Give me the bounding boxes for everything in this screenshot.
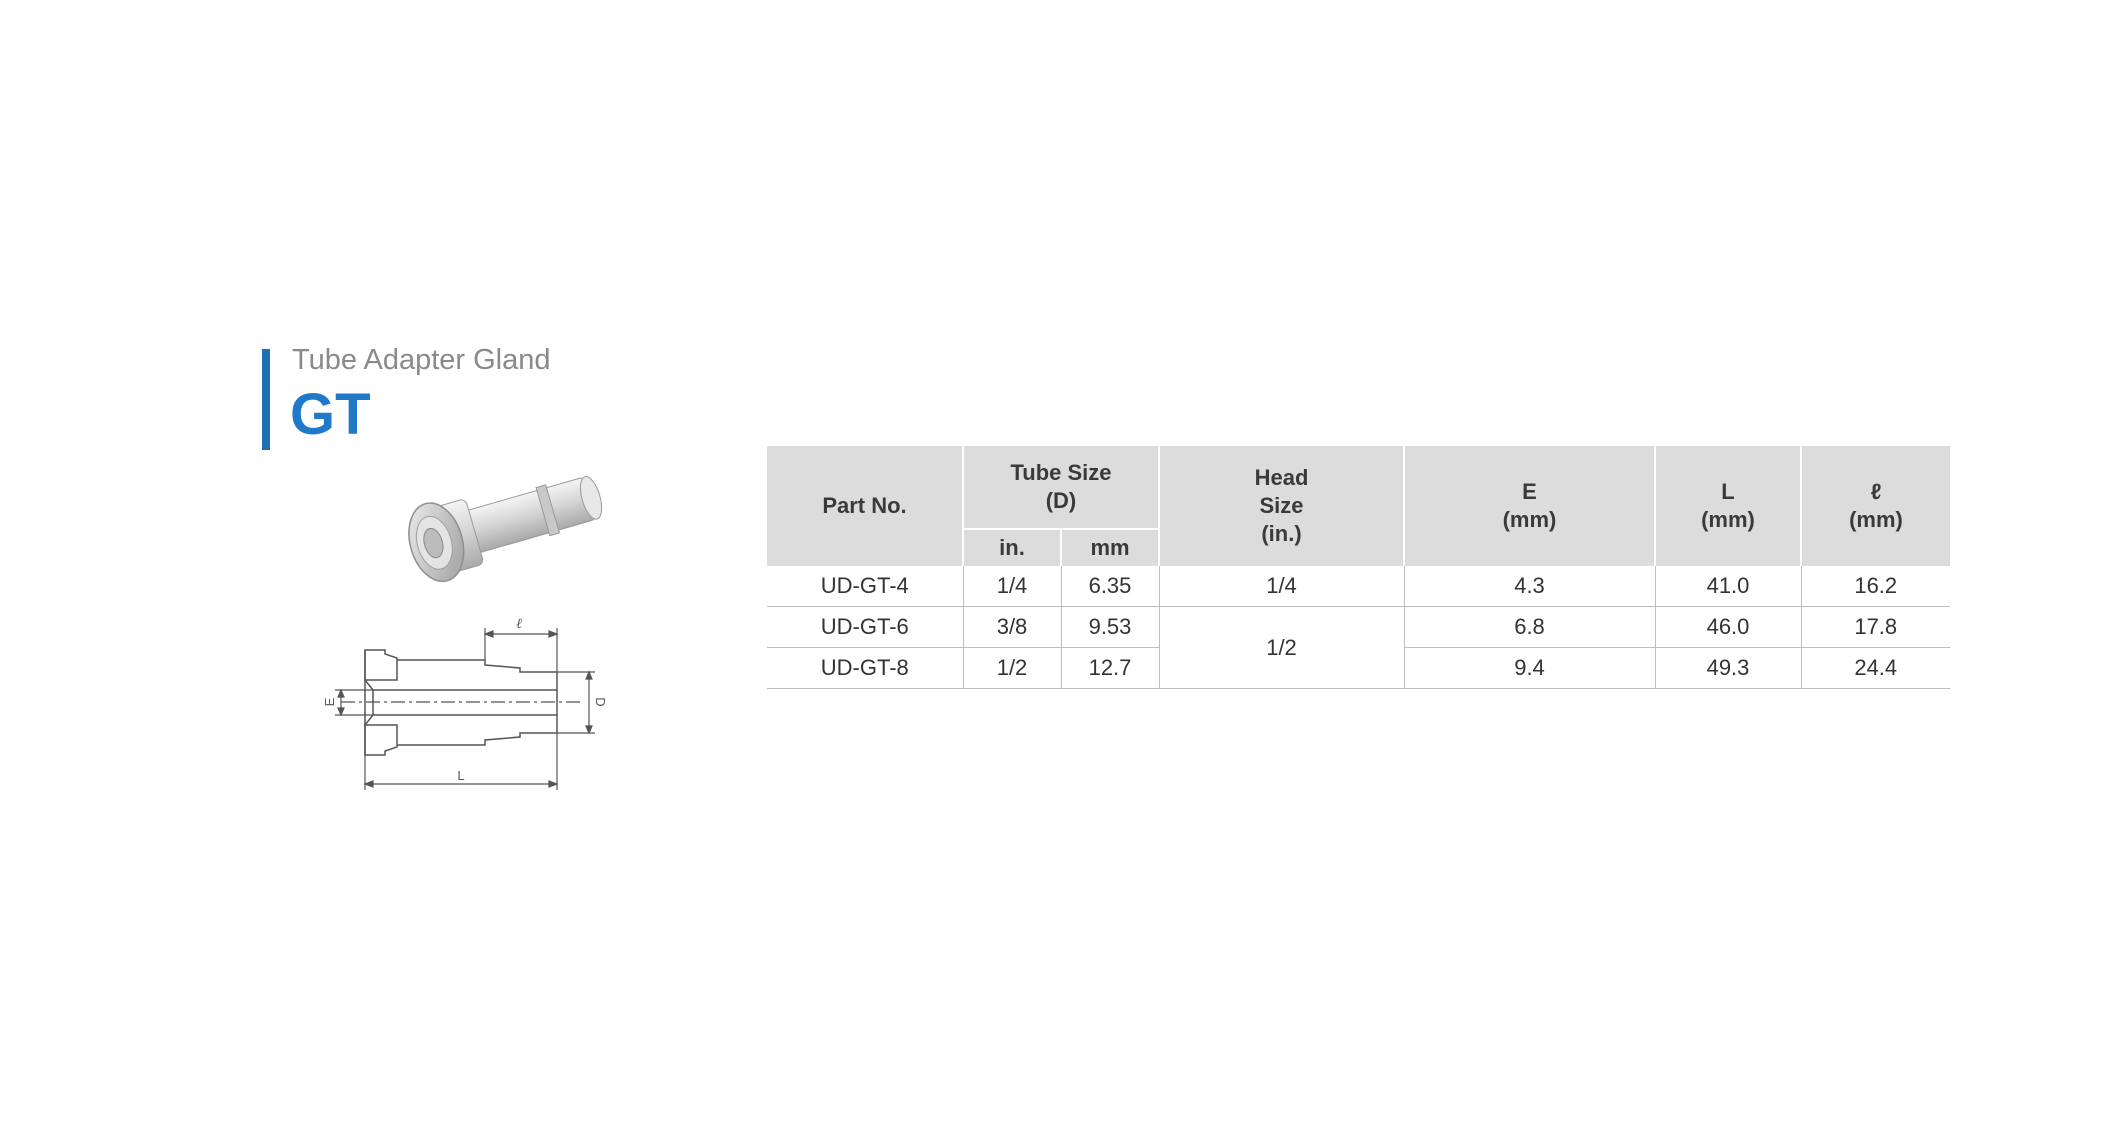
header-mm: mm xyxy=(1061,529,1159,566)
accent-bar xyxy=(262,349,270,450)
header-tube-size: Tube Size (D) xyxy=(963,446,1159,529)
cell-l: 49.3 xyxy=(1655,648,1801,689)
drawing-label-l-small: ℓ xyxy=(516,617,522,632)
cell-mm: 9.53 xyxy=(1061,607,1159,648)
cell-part-no: UD-GT-8 xyxy=(767,648,963,689)
cell-mm: 6.35 xyxy=(1061,566,1159,607)
technical-drawing xyxy=(305,610,685,800)
cell-part-no: UD-GT-4 xyxy=(767,566,963,607)
cell-part-no: UD-GT-6 xyxy=(767,607,963,648)
header-head-size: Head Size (in.) xyxy=(1159,446,1404,566)
cell-e: 4.3 xyxy=(1404,566,1655,607)
drawing-label-e: E xyxy=(322,697,337,707)
cell-head-size: 1/4 xyxy=(1159,566,1404,607)
drawing-label-d: D xyxy=(593,697,608,707)
header-l: L (mm) xyxy=(1655,446,1801,566)
cell-mm: 12.7 xyxy=(1061,648,1159,689)
cell-l-small: 16.2 xyxy=(1801,566,1950,607)
cell-l-small: 17.8 xyxy=(1801,607,1950,648)
header-in: in. xyxy=(963,529,1061,566)
cell-l-small: 24.4 xyxy=(1801,648,1950,689)
cell-l: 41.0 xyxy=(1655,566,1801,607)
header-l-small: ℓ (mm) xyxy=(1801,446,1950,566)
drawing-label-l: L xyxy=(457,768,465,783)
header-part-no: Part No. xyxy=(767,446,963,566)
cell-in: 1/2 xyxy=(963,648,1061,689)
cell-e: 6.8 xyxy=(1404,607,1655,648)
cell-e: 9.4 xyxy=(1404,648,1655,689)
product-subtitle: Tube Adapter Gland xyxy=(292,344,551,376)
cell-in: 3/8 xyxy=(963,607,1061,648)
header-e: E (mm) xyxy=(1404,446,1655,566)
spec-table xyxy=(767,446,1950,689)
product-photo xyxy=(370,450,630,600)
cell-l: 46.0 xyxy=(1655,607,1801,648)
table-row xyxy=(767,607,1950,648)
cell-head-size: 1/2 xyxy=(1159,607,1404,689)
cell-in: 1/4 xyxy=(963,566,1061,607)
table-row xyxy=(767,566,1950,607)
product-code: GT xyxy=(290,382,371,447)
